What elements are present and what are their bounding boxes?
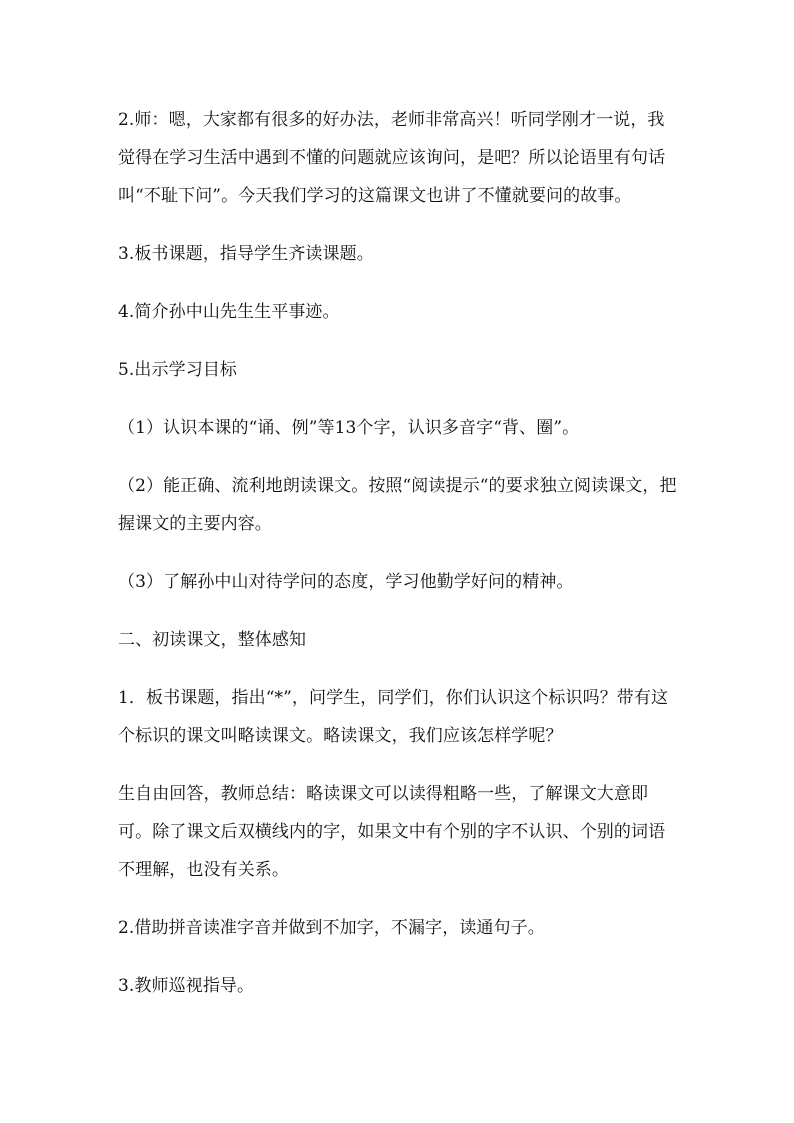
paragraph-goal-2: （2）能正确、流利地朗读课文。按照“阅读提示“的要求独立阅读课文，把握课文的主要内容。 [118,476,677,534]
paragraph-write-title: 3.板书课题，指导学生齐读课题。 [118,244,374,264]
paragraph-teacher-guidance: 3.教师巡视指导。 [118,976,255,996]
section-heading-first-reading: 二、初读课文，整体感知 [118,630,307,650]
paragraph-learning-goals-heading: 5.出示学习目标 [118,360,238,380]
paragraph-teacher-dialogue: 2.师：嗯，大家都有很多的好办法，老师非常高兴！听同学刚才一说，我觉得在学习生活中遇到不懂的问题就应该询问，是吧？所以论语里有句话叫“不耻下问”。今天我们学习的这篇课文也讲了不懂就要问的故事。 [118,110,666,206]
paragraph-teacher-summary: 生自由回答，教师总结：略读课文可以读得粗略一些，了解课文大意即可。除了课文后双横线内的字，如果文中有个别的字不认识、个别的词语不理解，也没有关系。 [118,784,666,880]
paragraph-goal-3: （3）了解孙中山对待学问的态度，学习他勤学好问的精神。 [118,572,574,592]
paragraph-skim-reading-question: 1．板书课题，指出“*”，问学生，同学们，你们认识这个标识吗？带有这个标识的课文叫略读课文。略读课文，我们应该怎样学呢？ [118,688,669,746]
paragraph-sun-yat-sen-intro: 4.简介孙中山先生生平事迹。 [118,302,340,322]
document-body [118,101,678,1005]
paragraph-goal-1: （1）认识本课的“诵、例”等13个字，认识多音字“背、圈”。 [118,418,580,438]
paragraph-read-with-pinyin: 2.借助拼音读准字音并做到不加字，不漏字，读通句子。 [118,918,545,938]
